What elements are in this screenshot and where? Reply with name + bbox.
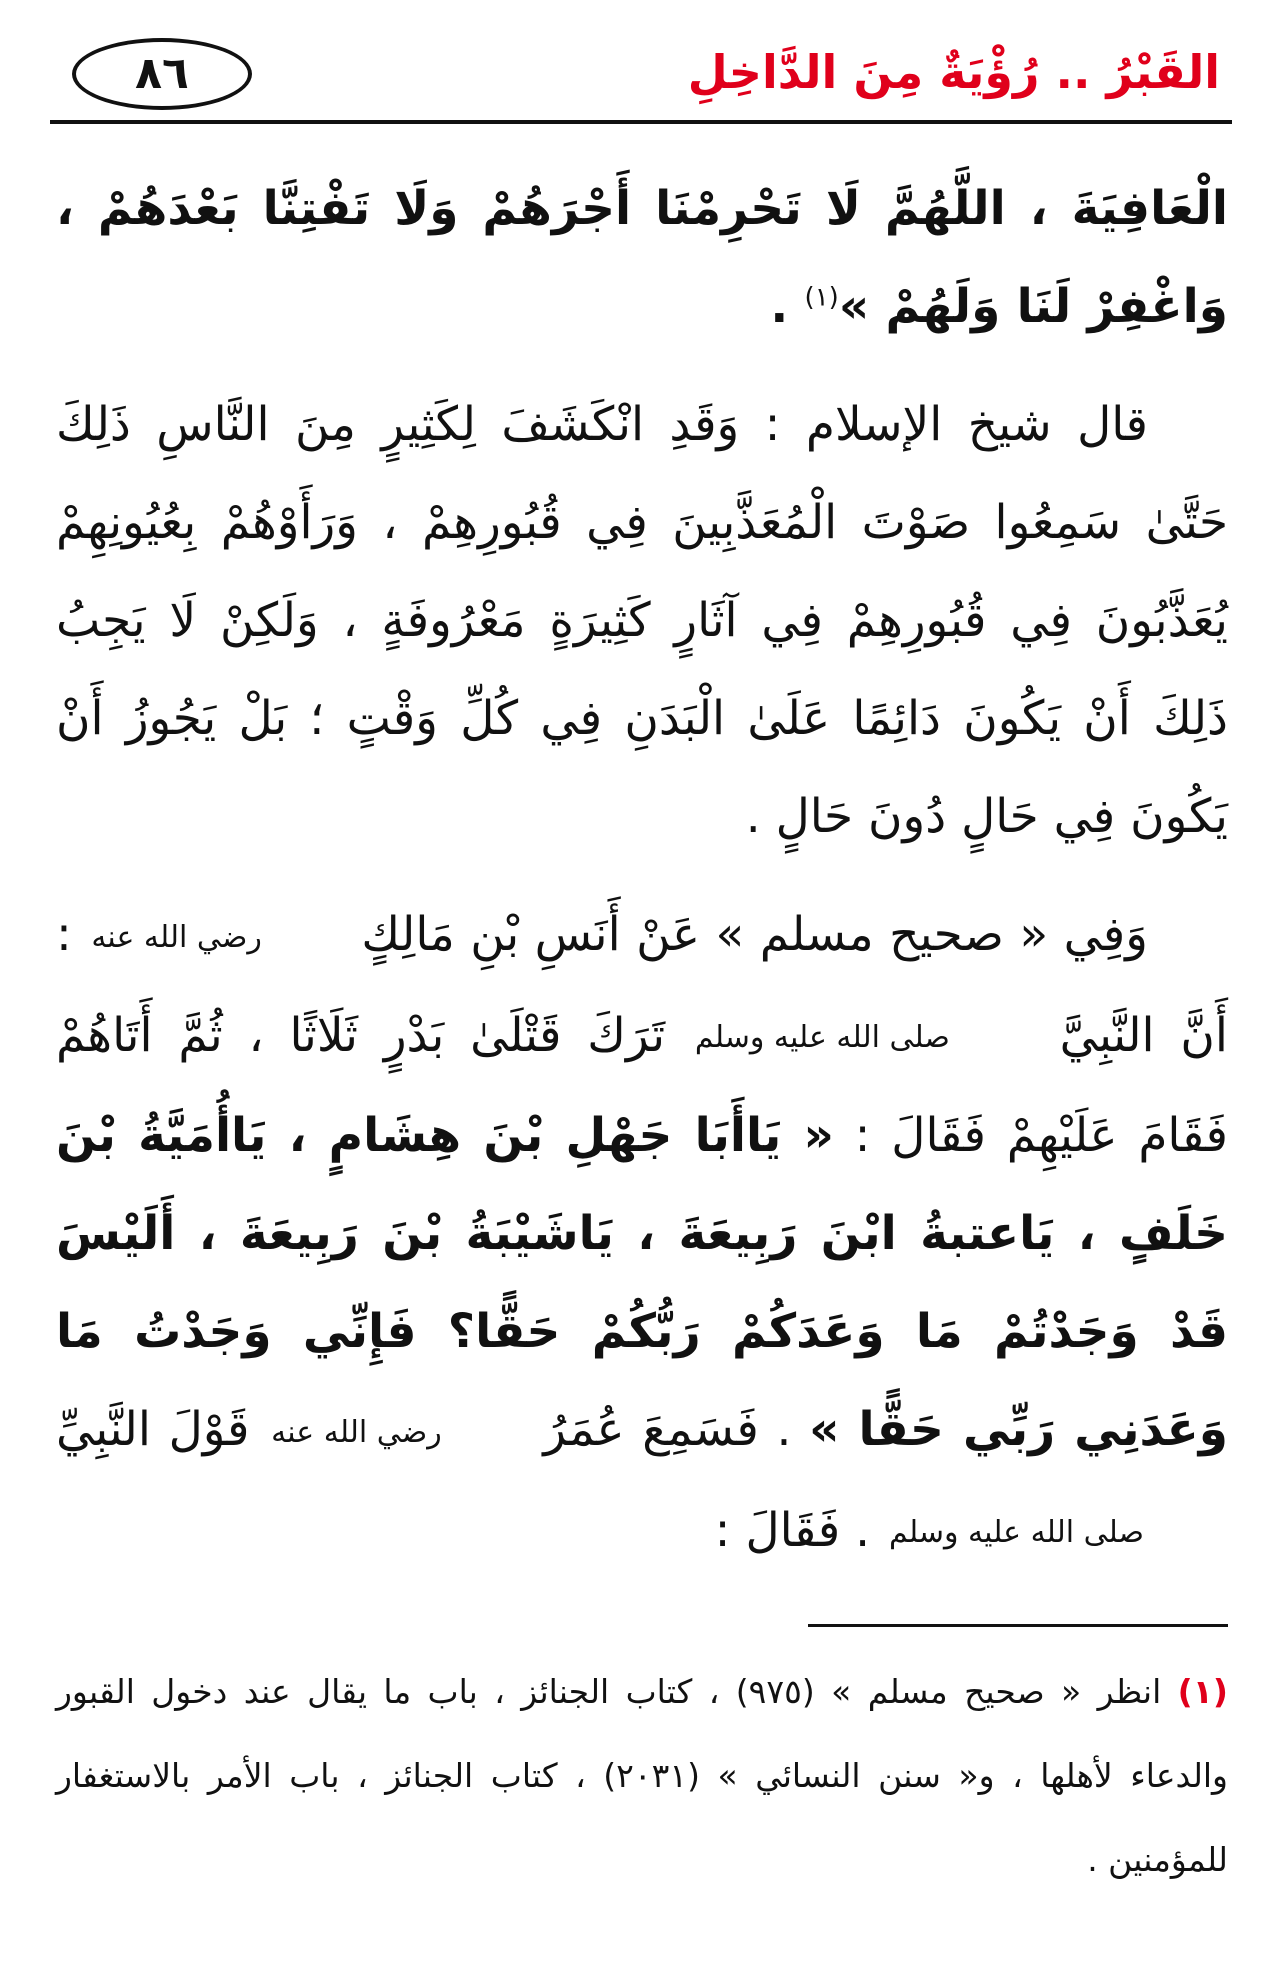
page-header xyxy=(50,34,1232,124)
footnote-rule xyxy=(808,1624,1228,1627)
paragraph-1-text: الْعَافِيَةَ ، اللَّهُمَّ لَا تَحْرِمْنَا أَجْرَهُمْ وَلَا تَفْتِنَّا بَعْدَهُمْ ، وَاغْفِرْ لَنَا وَلَهُمْ » xyxy=(56,181,1228,334)
header-rule xyxy=(50,120,1232,124)
footnotes xyxy=(56,1650,1228,1902)
paragraph-1 xyxy=(56,160,1228,356)
paragraph-3-part1: وَفِي « صحيح مسلم » عَنْ أَنَسِ بْنِ مَالِكٍ xyxy=(361,907,1148,962)
paragraph-1-end: . xyxy=(770,279,805,334)
paragraph-3-part6: . فَقَالَ : xyxy=(714,1502,871,1558)
body-text xyxy=(56,160,1228,1582)
honorific-prophet-1: صلى الله عليه وسلم xyxy=(694,1020,950,1055)
footnote-1-text: انظر « صحيح مسلم » (٩٧٥) ، كتاب الجنائز ، باب ما يقال عند دخول القبور والدعاء لأهلها ، و« سنن النسائي » (٢٠٣١) ، كتاب الجنائز ، باب الأمر بالاستغفار للمؤمنين . xyxy=(56,1672,1228,1879)
paragraph-2: قال شيخ الإسلام : وَقَدِ انْكَشَفَ لِكَثِيرٍ مِنَ النَّاسِ ذَلِكَ حَتَّىٰ سَمِعُوا صَوْتَ الْمُعَذَّبِينَ فِي قُبُورِهِمْ ، وَرَأَوْهُمْ بِعُيُونِهِمْ يُعَذَّبُونَ فِي قُبُورِهِمْ فِي آثَارٍ كَثِيرَةٍ مَعْرُوفَةٍ ، وَلَكِنْ لَا يَجِبُ ذَلِكَ أَنْ يَكُونَ دَائِمًا عَلَىٰ الْبَدَنِ فِي كُلِّ وَقْتٍ ؛ بَلْ يَجُوزُ أَنْ يَكُونَ فِي حَالٍ دُونَ حَالٍ . xyxy=(56,397,1228,844)
footnote-1 xyxy=(56,1650,1228,1902)
paragraph-3 xyxy=(56,886,1228,1582)
honorific-umar: رضي الله عنه xyxy=(271,1414,442,1450)
honorific-prophet-2: صلى الله عليه وسلم xyxy=(889,1515,1144,1550)
paragraph-3-part5: قَوْلَ النَّبِيِّ xyxy=(56,1402,250,1457)
honorific-anas: رضي الله عنه xyxy=(91,919,262,955)
paragraph-3-part3: تَرَكَ قَتْلَىٰ بَدْرٍ ثَلَاثًا ، ثُمَّ أَتَاهُمْ فَقَامَ عَلَيْهِمْ فَقَالَ : xyxy=(56,1007,1228,1163)
paragraph-3-part2: : أَنَّ النَّبِيَّ xyxy=(56,907,1228,1063)
footnote-marker: (١) xyxy=(1177,1672,1229,1711)
hadith-quote: « يَاأَبَا جَهْلِ بْنَ هِشَامٍ ، يَاأُمَيَّةُ بْنَ خَلَفٍ ، يَاعتبةُ ابْنَ رَبِيعَةَ ، يَاشَيْبَةُ بْنَ رَبِيعَةَ ، أَلَيْسَ قَدْ وَجَدْتُمْ مَا وَعَدَكُمْ رَبُّكُمْ حَقًّا؟ فَإِنِّي وَجَدْتُ مَا وَعَدَنِي رَبِّي حَقًّا » xyxy=(56,1108,1228,1457)
paragraph-3-part4: . فَسَمِعَ عُمَرُ xyxy=(543,1402,792,1457)
footnote-reference: (١) xyxy=(804,282,839,313)
page-number: ٨٦ xyxy=(72,38,252,110)
running-title: القَبْرُ .. رُؤْيَةٌ مِنَ الدَّاخِلِ xyxy=(687,45,1220,99)
